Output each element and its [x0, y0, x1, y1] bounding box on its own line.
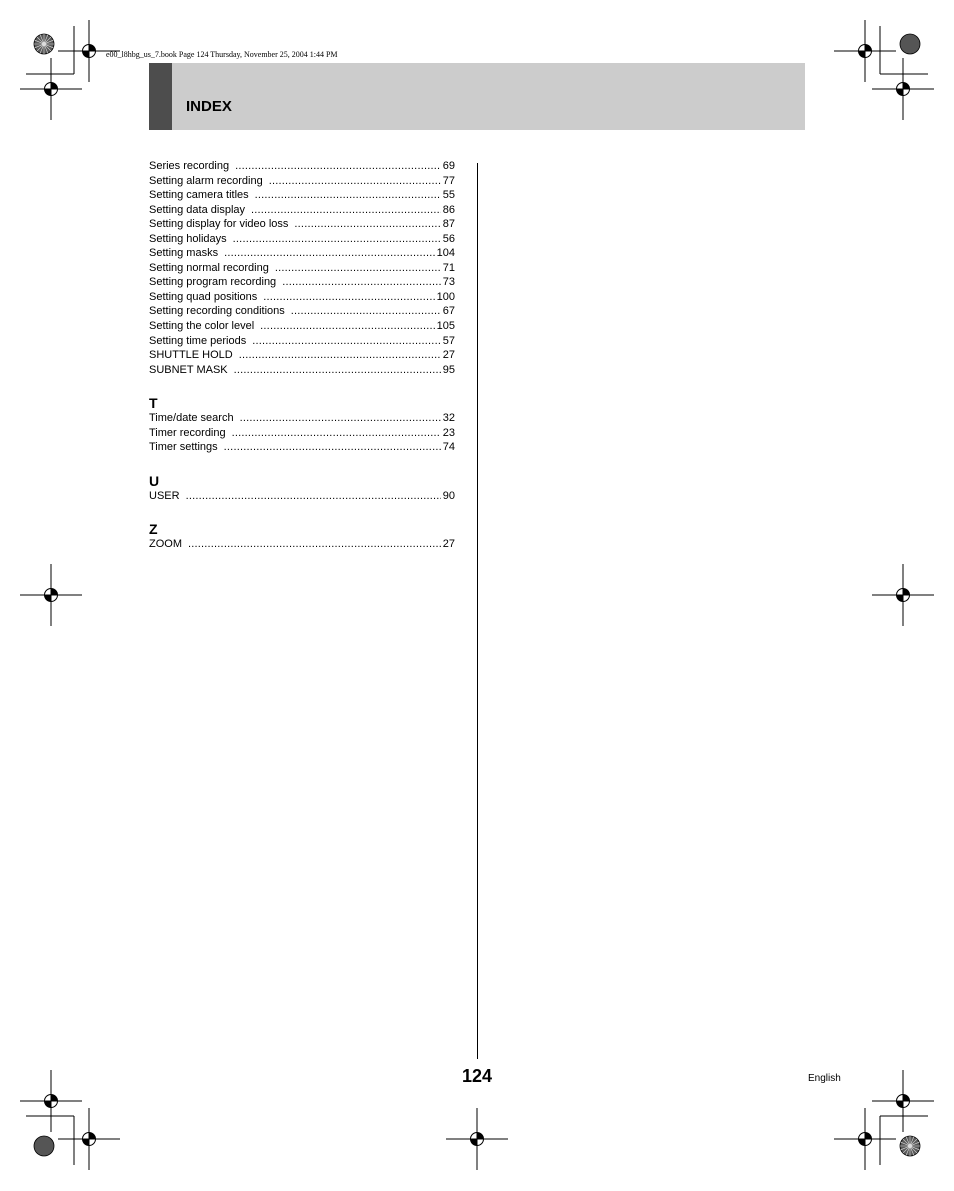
registration-mark-icon [20, 58, 82, 120]
registration-mark-icon [446, 1108, 508, 1170]
registration-mark-icon [58, 20, 120, 82]
index-page: 27 [442, 349, 455, 362]
index-term: Series recording [149, 160, 230, 172]
index-term: Setting time periods [149, 334, 247, 347]
index-page: 71 [442, 261, 455, 274]
color-target-icon [34, 1136, 54, 1156]
file-info: e00_l8hbg_us_7.book Page 124 Thursday, November 25, 2004 1:44 PM [106, 50, 338, 59]
index-page: 77 [442, 174, 455, 187]
registration-mark-icon [58, 1108, 120, 1170]
index-term: Setting masks [149, 247, 219, 260]
section-letter: U [149, 472, 160, 489]
index-term: Timer recording [149, 426, 226, 439]
index-term: Setting recording conditions [149, 305, 285, 318]
index-page: 56 [442, 232, 455, 245]
registration-mark-icon [20, 1070, 82, 1132]
index-term: SHUTTLE HOLD [149, 349, 233, 362]
index-page: 86 [442, 203, 455, 216]
index-page: 69 [442, 160, 455, 172]
registration-mark-icon [20, 564, 82, 626]
index-term: Setting quad positions [149, 290, 258, 303]
color-target-icon [900, 1136, 920, 1156]
index-page: 100 [436, 290, 455, 303]
registration-mark-icon [834, 1108, 896, 1170]
language-label: English [808, 1073, 841, 1084]
index-term: SUBNET MASK [149, 363, 228, 376]
index-page: 27 [442, 538, 455, 551]
index-term: Setting data display [149, 203, 246, 216]
page-title: INDEX [186, 98, 232, 115]
index-term: ZOOM [149, 538, 182, 551]
color-target-icon [900, 34, 920, 54]
index-page: 23 [442, 426, 455, 439]
index-term: Setting holidays [149, 232, 227, 245]
page-number: 124 [462, 1066, 493, 1086]
index-term: Setting alarm recording [149, 174, 263, 187]
registration-mark-icon [872, 58, 934, 120]
index-page: 73 [442, 276, 455, 289]
index-page: 95 [442, 363, 455, 376]
section-letter: Z [149, 521, 158, 538]
index-term: Time/date search [149, 412, 234, 425]
index-page: 74 [442, 441, 455, 454]
registration-mark-icon [834, 20, 896, 82]
index-page: 57 [442, 334, 455, 347]
registration-mark-icon [872, 1070, 934, 1132]
index-page: 55 [442, 189, 455, 202]
index-page: 32 [442, 412, 455, 425]
index-term: Setting camera titles [149, 189, 249, 202]
index-page: 67 [442, 305, 455, 318]
index-term: USER [149, 489, 180, 502]
crop-mark-icon [26, 26, 928, 1165]
index-term: Setting the color level [149, 320, 255, 333]
index-page: 90 [442, 489, 455, 502]
index-page: 87 [442, 218, 455, 231]
registration-mark-icon [872, 564, 934, 626]
index-term: Setting program recording [149, 276, 277, 289]
index-page: 105 [436, 320, 455, 333]
section-letter: T [149, 395, 158, 412]
color-target-icon [34, 34, 54, 54]
index-page: 104 [436, 247, 455, 260]
index-term: Timer settings [149, 441, 218, 454]
index-term: Setting display for video loss [149, 218, 289, 231]
index-term: Setting normal recording [149, 261, 269, 274]
